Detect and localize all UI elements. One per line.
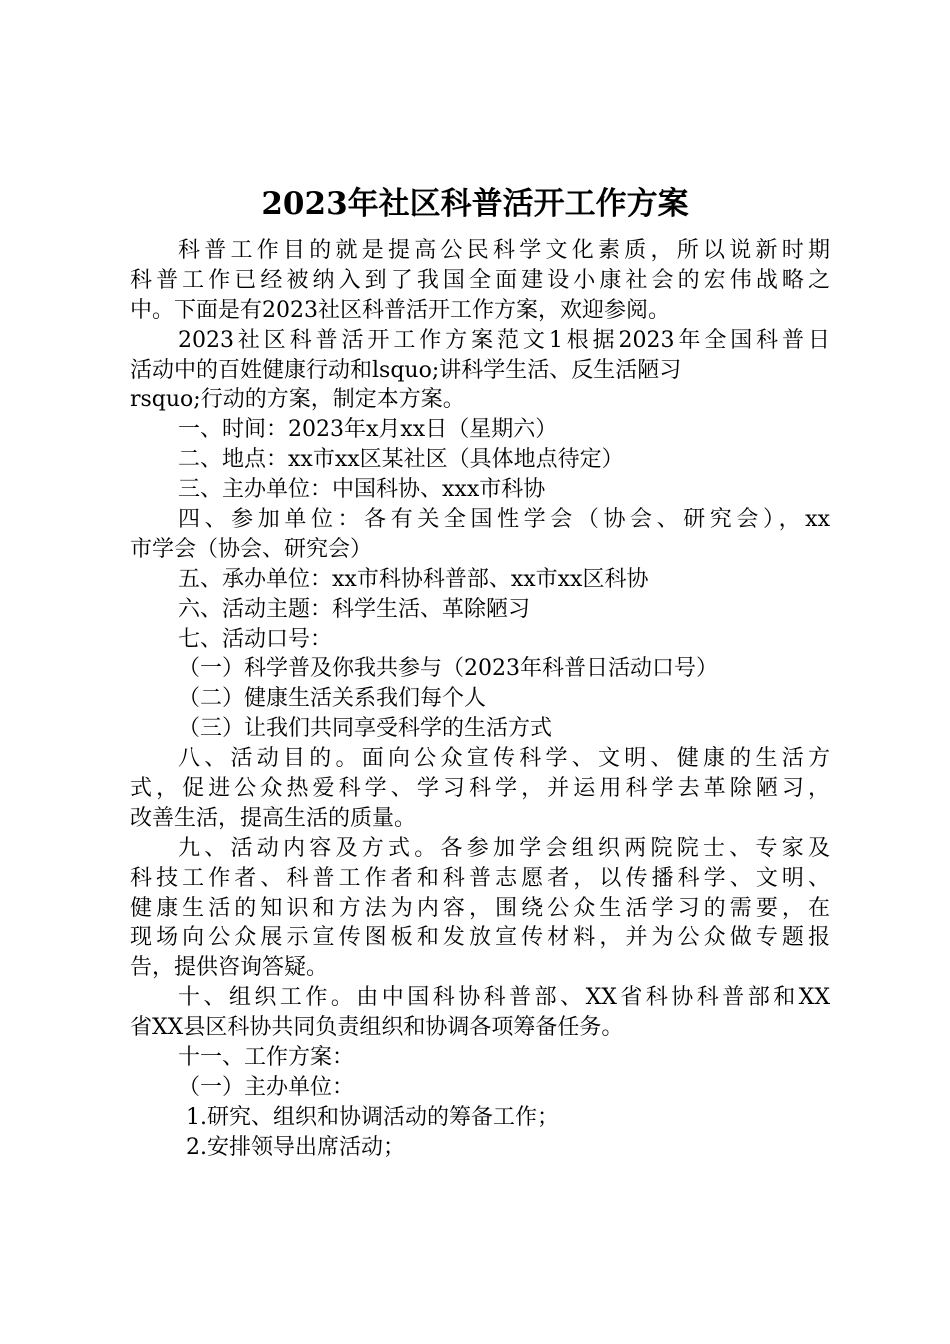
paragraph-line: 科普工作目的就是提高公民科学文化素质，所以说新时期 xyxy=(178,238,830,263)
paragraph-line: 十、组织工作。由中国科协科普部、XX省科协科普部和XX xyxy=(178,985,830,1011)
paragraph-line: 改善生活，提高生活的质量。 xyxy=(130,805,417,831)
paragraph-line: 市学会（协会、研究会） xyxy=(130,536,373,562)
paragraph-line: 十一、工作方案： xyxy=(178,1045,355,1071)
paragraph-line: rsquo;行动的方案，制定本方案。 xyxy=(130,387,465,413)
paragraph-line: （二）健康生活关系我们每个人 xyxy=(178,686,487,712)
paragraph-line: （一）科学普及你我共参与（2023年科普日活动口号） xyxy=(178,656,718,682)
paragraph-line: 八、活动目的。面向公众宣传科学、文明、健康的生活方 xyxy=(178,746,830,772)
paragraph-line: （三）让我们共同享受科学的生活方式 xyxy=(178,716,553,742)
paragraph-line: 2.安排领导出席活动； xyxy=(186,1134,405,1160)
paragraph-line: 告，提供咨询答疑。 xyxy=(130,955,329,981)
paragraph-line: 二、地点：xx市xx区某社区（具体地点待定） xyxy=(178,447,624,473)
paragraph-line: 科普工作已经被纳入到了我国全面建设小康社会的宏伟战略之 xyxy=(130,267,830,293)
paragraph-line: 2023社区科普活开工作方案范文1根据2023年全国科普日 xyxy=(178,327,830,353)
paragraph-line: 中。下面是有2023社区科普活开工作方案，欢迎参阅。 xyxy=(130,297,670,323)
paragraph-line: （一）主办单位： xyxy=(178,1074,355,1100)
paragraph-line: 六、活动主题：科学生活、革除陋习 xyxy=(178,596,531,622)
document-title: 2023年社区科普活开工作方案 xyxy=(261,186,689,222)
paragraph-line: 省XX县区科协共同负责组织和协调各项筹备任务。 xyxy=(130,1015,624,1041)
paragraph-line: 五、承办单位：xx市科协科普部、xx市xx区科协 xyxy=(178,566,649,592)
paragraph-line: 九、活动内容及方式。各参加学会组织两院院士、专家及 xyxy=(178,835,830,861)
paragraph-line: 式，促进公众热爱科学、学习科学，并运用科学去革除陋习， xyxy=(130,776,830,802)
paragraph-line: 三、主办单位：中国科协、xxx市科协 xyxy=(178,477,546,503)
paragraph-line: 1.研究、组织和协调活动的筹备工作； xyxy=(186,1104,559,1130)
paragraph-line: 一、时间：2023年x月xx日（星期六） xyxy=(178,417,558,443)
document-body xyxy=(130,236,830,1163)
paragraph-line: 活动中的百姓健康行动和lsquo;讲科学生活、反生活陋习 xyxy=(130,357,682,383)
paragraph-line: 科技工作者、科普工作者和科普志愿者，以传播科学、文明、 xyxy=(130,865,830,891)
paragraph-line: 健康生活的知识和方法为内容，围绕公众生活学习的需要，在 xyxy=(130,895,830,921)
paragraph-line: 七、活动口号： xyxy=(178,626,333,652)
paragraph-line: 四、参加单位：各有关全国性学会（协会、研究会），xx xyxy=(178,507,830,533)
paragraph-line: 现场向公众展示宣传图板和发放宣传材料，并为公众做专题报 xyxy=(130,925,830,951)
